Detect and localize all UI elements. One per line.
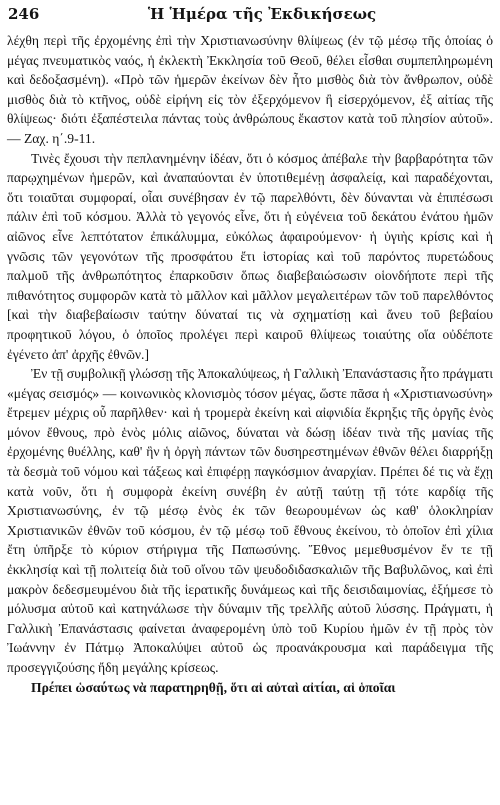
paragraph-fourth: Πρέπει ὡσαύτως νὰ παρατηρηθῇ, ὅτι αἱ αὐταὶ αἰτίαι, αἱ ὁποῖαι — [31, 679, 396, 695]
paragraph-third: Ἐν τῇ συμβολικῇ γλώσσῃ τῆς Ἀποκαλύψεως, ἡ Γαλλικὴ Ἐπανάστασις ἦτο πράγματι «μέγας σεισμός» — κοινωνικὸς κλονισμὸς τόσον μέγας, ὥστε πᾶσα ἡ «Χριστιανωσύνη» ἔτρεμεν μέχρις οὗ παρῆλθεν· καὶ ἡ τρομερὰ ἐκείνη καὶ αἰφνιδία ἔκρηξις τῆς ὀργῆς ἑνὸς μόνον ἔθνους, πρὸ ἑνὸς μόλις αἰῶνος, δύναται νὰ δώσῃ ἰδέαν τινὰ τῆς μανίας τῆς ἐρχομένης θυέλλης, καθ' ἣν ἡ ὀργὴ πάντων τῶν δυσηρεστημένων ἐθνῶν θέλει διαρρήξῃ τὰ δεσμὰ τοῦ νόμου καὶ τάξεως καὶ ἐπιφέρῃ παγκόσμιον ἀναρχίαν. Πρέπει δέ τις νὰ ἔχῃ κατὰ νοῦν, ὅτι ἡ συμφορὰ ἐκείνη συνέβη ἐν αὐτῇ ταύτῃ τῇ τότε καρδίᾳ τῆς Χριστιανωσύνης, ἐν τῷ μέσῳ ἑνὸς ἐκ τῶν θεωρουμένων ὡς καθ' ὁλοκληρίαν Χριστιανικῶν ἐθνῶν τοῦ κόσμου, ἐν τῷ μέσῳ τοῦ ἔθνους ἐκείνου, τὸ ὁποῖον ἐπὶ χίλια ἔτη ὑπῆρξε τὸ κύριον στήριγμα τῆς Παπωσύνης. Ἔθνος μεμεθυσμένον ἔν τε τῇ ἐκκλησίᾳ καὶ τῇ πολιτείᾳ διὰ τοῦ οἴνου τῶν ψευδοδιδασκαλιῶν τῆς Βαβυλῶνος, καὶ ἐπὶ μακρὸν δεδεσμευμένου διὰ τῆς ἱερατικῆς δυνάμεως καὶ τῆς δεισιδαιμονίας, ἐξήμεσε τὸ μόλυσμα αὐτοῦ καὶ κατηνάλωσε τὴν δύναμιν τῆς τρελλῆς αὐτοῦ λύσσης. Πράγματι, ἡ Γαλλικὴ Ἐπανάστασις φαίνεται ἀναφερομένη ὑπὸ τοῦ Κυρίου ἡμῶν ἐν τῇ πρὸς τὸν Ἰωάννην ἐν Πάτμῳ Ἀποκαλύψει αὐτοῦ ὡς προανάκρουσμα καὶ παράδειγμα τῆς προσεγγιζούσης ἤδη μεγάλης κρίσεως. — [7, 366, 493, 675]
paragraph-continuation: λέχθη περὶ τῆς ἐρχομένης ἐπὶ τὴν Χριστιανωσύνην θλίψεως (ἐν τῷ μέσῳ τῆς ὁποίας ὁ μέγας πνευματικὸς ναός, ἡ ἐκλεκτὴ Ἐκκλησία τοῦ Θεοῦ, θέλει εἶσθαι συμπεπληρωμένη καὶ δεδοξασμένη). «Πρὸ τῶν ἡμερῶν ἐκείνων δὲν ἦτο μισθὸς διὰ τὸν ἄνθρωπον, οὐδὲ μισθὸς διὰ τὸ κτῆνος, οὐδὲ εἰρήνη εἰς τὸν ἐξερχόμενον ἢ εἰσερχόμενον, ἐξ αἰτίας τῆς θλίψεως· διότι ἐξαπέστειλα πάντας τοὺς ἀνθρώπους ἕκαστον κατὰ τοῦ πλησίον αὐτοῦ». — Ζαχ. η΄.9-11. — [7, 33, 493, 146]
paragraph-second: Τινὲς ἔχουσι τὴν πεπλανημένην ἰδέαν, ὅτι ὁ κόσμος ἀπέβαλε τὴν βαρβαρότητα τῶν παρῳχημένων ἡμερῶν, καὶ ἀναπαύονται ἐν ὑποτιθεμένῃ ἀσφαλείᾳ, καὶ παραδέχονται, ὅτι τοιαῦται συμφοραί, οἷαι συνέβησαν ἐν τῷ παρελθόντι, δὲν δύνανται νὰ ἐπιπέσωσι πάλιν ἐπὶ τοῦ κόσμου. Ἀλλὰ τὸ γεγονός εἶνε, ὅτι ἡ εὐγένεια τοῦ δεκάτου ἐνάτου ἡμῶν αἰῶνος εἶνε λεπτότατον ἐπικάλυμμα, εὐκόλως ἀφαιρούμενον· ἡ ὑγιὴς κρίσις καὶ ἡ γνῶσις τῶν γεγονότων τῆς προσφάτου ἔτι ἱστορίας καὶ τοῦ παρόντος πυρετώδους παλμοῦ τῆς ἀνθρωπότητος ἐπαρκοῦσιν ὅπως διαβεβαιώσωσιν οἱονδήποτε περὶ τῆς πιθανότητος συμφορῶν κατὰ τὸ μᾶλλον καὶ μᾶλλον μεγαλειτέρων τῶν τοῦ παρελθόντος [καὶ τὴν διαβεβαίωσιν ταύτην δύναταί τις νὰ σχηματίσῃ καὶ ἄνευ τοῦ βεβαίου προφητικοῦ λόγου, ὁ ὁποῖος προλέγει περὶ καιροῦ θλίψεως τοιαύτης οἵα οὐδέποτε ἐγένετο ἀπ' ἀρχῆς ἐθνῶν.] — [7, 150, 493, 362]
running-title: Ἡ Ἡμέρα τῆς Ἐκδικήσεως — [147, 5, 377, 23]
page-header — [7, 5, 493, 31]
page-number: 246 — [8, 5, 40, 23]
page-body — [7, 31, 493, 697]
